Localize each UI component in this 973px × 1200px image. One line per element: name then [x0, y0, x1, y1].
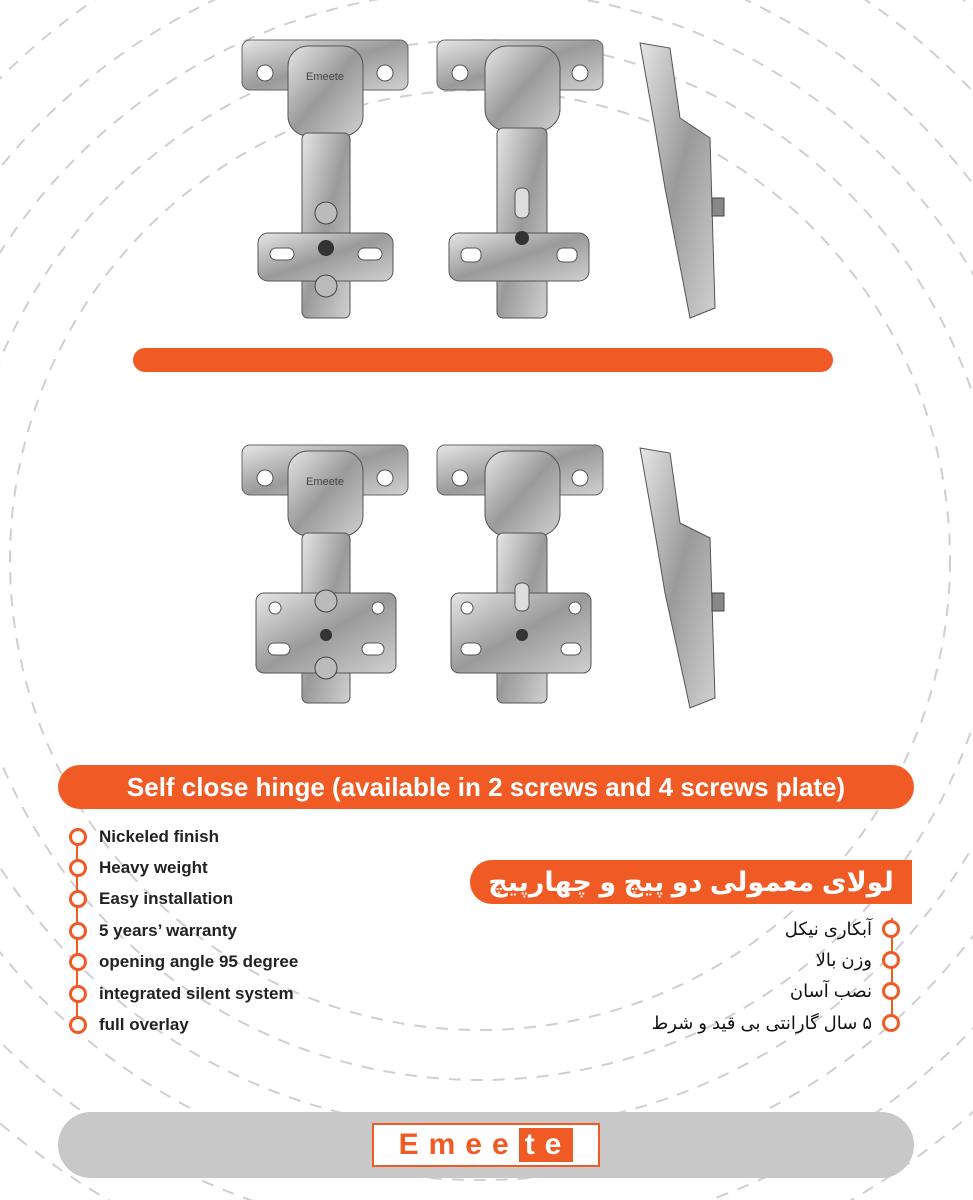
bullet-icon — [882, 1014, 900, 1032]
list-item: وزن بالا — [816, 947, 910, 973]
bullet-icon — [69, 859, 87, 877]
bullet-icon — [882, 920, 900, 938]
bullet-icon — [882, 951, 900, 969]
product-title-fa: لولای معمولی دو پیچ و چهارپیچ — [470, 860, 912, 904]
list-item: Nickeled finish — [64, 825, 219, 849]
bullet-icon — [69, 1016, 87, 1034]
product-title: Self close hinge (available in 2 screws and 4 screws plate) — [58, 765, 914, 809]
hinge-2-screw-side-icon — [630, 38, 730, 323]
list-item: آبکاری نیکل — [785, 916, 910, 942]
hinge-2-screw-back-icon — [435, 38, 605, 323]
list-item: ۵ سال گارانتی بی قید و شرط — [652, 1010, 910, 1036]
features-en-list — [64, 822, 424, 1042]
list-item: full overlay — [64, 1013, 189, 1037]
logo-part2: te — [519, 1128, 574, 1162]
hinge-2-screw-front-icon — [240, 38, 410, 323]
hinge-4-screw-side-icon — [630, 443, 730, 713]
brand-logo — [372, 1123, 600, 1167]
bullet-icon — [69, 985, 87, 1003]
bullet-icon — [69, 890, 87, 908]
list-item: integrated silent system — [64, 982, 294, 1006]
hinge-4-screw-front-icon — [240, 443, 410, 713]
bullet-icon — [69, 828, 87, 846]
svg-text:Emeete: Emeete — [306, 476, 344, 488]
features-fa-list — [560, 910, 910, 1040]
bullet-icon — [882, 982, 900, 1000]
list-item: opening angle 95 degree — [64, 950, 298, 974]
logo-part1: Emee — [398, 1128, 519, 1161]
bullet-icon — [69, 953, 87, 971]
divider-bar — [133, 348, 833, 372]
list-item: Easy installation — [64, 887, 233, 911]
hinge-4-screw-back-icon — [435, 443, 605, 713]
list-item: Heavy weight — [64, 856, 208, 880]
svg-text:Emeete: Emeete — [306, 71, 344, 83]
list-item: 5 years’ warranty — [64, 919, 237, 943]
bullet-icon — [69, 922, 87, 940]
list-item: نصب آسان — [790, 978, 910, 1004]
